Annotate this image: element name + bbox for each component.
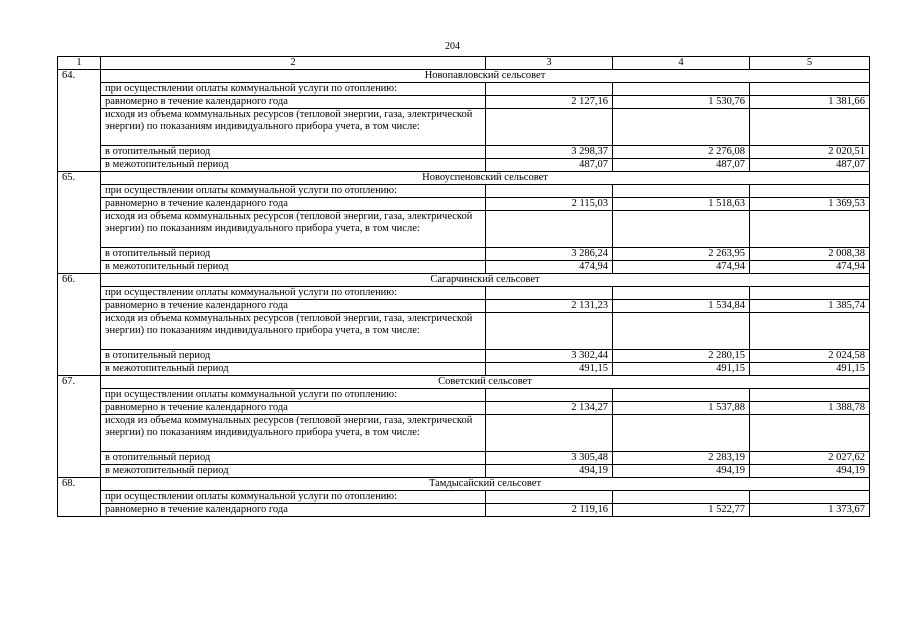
table-row xyxy=(58,363,870,376)
table-row xyxy=(58,300,870,313)
section-header-row xyxy=(58,274,870,287)
row-label: исходя из объема коммунальных ресурсов (тепловой энергии, газа, электрической энергии) по показаниям индивидуального прибора учета, в том числе: xyxy=(101,313,486,350)
value-cell-5: 494,19 xyxy=(750,465,870,478)
row-label: равномерно в течение календарного года xyxy=(101,300,486,313)
value-cell-4: 1 530,76 xyxy=(613,96,750,109)
value-cell-5: 1 381,66 xyxy=(750,96,870,109)
value-cell-4: 491,15 xyxy=(613,363,750,376)
row-label: в отопительный период xyxy=(101,452,486,465)
value-cell-5 xyxy=(750,287,870,300)
value-cell-5: 1 373,67 xyxy=(750,504,870,517)
header-cell-2: 2 xyxy=(101,57,486,70)
table-row xyxy=(58,402,870,415)
value-cell-5 xyxy=(750,211,870,248)
value-cell-5: 2 008,38 xyxy=(750,248,870,261)
value-cell-5 xyxy=(750,185,870,198)
value-cell-3: 3 305,48 xyxy=(486,452,613,465)
section-index: 68. xyxy=(58,478,101,517)
section-header-row xyxy=(58,376,870,389)
table-row xyxy=(58,146,870,159)
row-label: равномерно в течение календарного года xyxy=(101,198,486,211)
section-name: Сагарчинский сельсовет xyxy=(101,274,870,287)
value-cell-5: 1 385,74 xyxy=(750,300,870,313)
row-label: в отопительный период xyxy=(101,248,486,261)
value-cell-3: 3 302,44 xyxy=(486,350,613,363)
value-cell-4 xyxy=(613,491,750,504)
value-cell-3: 2 127,16 xyxy=(486,96,613,109)
table-row xyxy=(58,452,870,465)
value-cell-4 xyxy=(613,185,750,198)
value-cell-4: 1 522,77 xyxy=(613,504,750,517)
value-cell-5 xyxy=(750,415,870,452)
value-cell-3: 474,94 xyxy=(486,261,613,274)
value-cell-3: 491,15 xyxy=(486,363,613,376)
section-header-row xyxy=(58,478,870,491)
table-row xyxy=(58,389,870,402)
table-row xyxy=(58,83,870,96)
row-label: в межотопительный период xyxy=(101,465,486,478)
value-cell-3 xyxy=(486,415,613,452)
section-header-row xyxy=(58,172,870,185)
row-label: в отопительный период xyxy=(101,146,486,159)
value-cell-3: 2 115,03 xyxy=(486,198,613,211)
table-row xyxy=(58,350,870,363)
table-row xyxy=(58,109,870,146)
section-index: 67. xyxy=(58,376,101,478)
section-name: Тамдысайский сельсовет xyxy=(101,478,870,491)
value-cell-4 xyxy=(613,389,750,402)
table-row xyxy=(58,313,870,350)
value-cell-3 xyxy=(486,287,613,300)
value-cell-3 xyxy=(486,109,613,146)
row-label: в отопительный период xyxy=(101,350,486,363)
value-cell-3 xyxy=(486,313,613,350)
page-number: 204 xyxy=(445,41,460,52)
section-name: Новопавловский сельсовет xyxy=(101,70,870,83)
row-label: при осуществлении оплаты коммунальной услуги по отоплению: xyxy=(101,287,486,300)
section-index: 64. xyxy=(58,70,101,172)
table-row xyxy=(58,415,870,452)
value-cell-3: 487,07 xyxy=(486,159,613,172)
value-cell-4: 2 276,08 xyxy=(613,146,750,159)
value-cell-5: 487,07 xyxy=(750,159,870,172)
value-cell-3: 3 286,24 xyxy=(486,248,613,261)
value-cell-4: 494,19 xyxy=(613,465,750,478)
value-cell-3: 494,19 xyxy=(486,465,613,478)
value-cell-5: 2 027,62 xyxy=(750,452,870,465)
value-cell-4: 2 283,19 xyxy=(613,452,750,465)
value-cell-4: 1 518,63 xyxy=(613,198,750,211)
table-row xyxy=(58,465,870,478)
table-row xyxy=(58,261,870,274)
header-cell-1: 1 xyxy=(58,57,101,70)
table-row xyxy=(58,185,870,198)
row-label: при осуществлении оплаты коммунальной услуги по отоплению: xyxy=(101,389,486,402)
row-label: в межотопительный период xyxy=(101,159,486,172)
table-row xyxy=(58,211,870,248)
row-label: равномерно в течение календарного года xyxy=(101,96,486,109)
value-cell-3 xyxy=(486,491,613,504)
value-cell-5: 2 024,58 xyxy=(750,350,870,363)
table-row xyxy=(58,159,870,172)
section-name: Новоуспеновский сельсовет xyxy=(101,172,870,185)
value-cell-4 xyxy=(613,83,750,96)
header-cell-4: 4 xyxy=(613,57,750,70)
table-row xyxy=(58,248,870,261)
value-cell-5: 2 020,51 xyxy=(750,146,870,159)
table-row xyxy=(58,198,870,211)
section-index: 65. xyxy=(58,172,101,274)
value-cell-5 xyxy=(750,313,870,350)
value-cell-3 xyxy=(486,185,613,198)
value-cell-3 xyxy=(486,83,613,96)
tariff-table xyxy=(57,56,870,517)
header-cell-3: 3 xyxy=(486,57,613,70)
row-label: исходя из объема коммунальных ресурсов (тепловой энергии, газа, электрической энергии) по показаниям индивидуального прибора учета, в том числе: xyxy=(101,109,486,146)
value-cell-4: 1 537,88 xyxy=(613,402,750,415)
row-label: в межотопительный период xyxy=(101,363,486,376)
value-cell-4 xyxy=(613,287,750,300)
header-cell-5: 5 xyxy=(750,57,870,70)
value-cell-3: 3 298,37 xyxy=(486,146,613,159)
value-cell-5 xyxy=(750,389,870,402)
value-cell-3 xyxy=(486,389,613,402)
value-cell-5 xyxy=(750,491,870,504)
value-cell-5 xyxy=(750,109,870,146)
value-cell-5 xyxy=(750,83,870,96)
value-cell-4: 2 280,15 xyxy=(613,350,750,363)
row-label: при осуществлении оплаты коммунальной услуги по отоплению: xyxy=(101,491,486,504)
row-label: при осуществлении оплаты коммунальной услуги по отоплению: xyxy=(101,83,486,96)
table-row xyxy=(58,96,870,109)
section-header-row xyxy=(58,70,870,83)
header-row xyxy=(58,57,870,70)
value-cell-4 xyxy=(613,109,750,146)
value-cell-3: 2 131,23 xyxy=(486,300,613,313)
value-cell-4 xyxy=(613,211,750,248)
row-label: в межотопительный период xyxy=(101,261,486,274)
value-cell-5: 491,15 xyxy=(750,363,870,376)
value-cell-4: 1 534,84 xyxy=(613,300,750,313)
value-cell-5: 474,94 xyxy=(750,261,870,274)
row-label: при осуществлении оплаты коммунальной услуги по отоплению: xyxy=(101,185,486,198)
value-cell-3: 2 119,16 xyxy=(486,504,613,517)
table-row xyxy=(58,287,870,300)
value-cell-5: 1 388,78 xyxy=(750,402,870,415)
section-name: Советский сельсовет xyxy=(101,376,870,389)
table-row xyxy=(58,504,870,517)
table-row xyxy=(58,491,870,504)
row-label: исходя из объема коммунальных ресурсов (тепловой энергии, газа, электрической энергии) по показаниям индивидуального прибора учета, в том числе: xyxy=(101,211,486,248)
value-cell-3 xyxy=(486,211,613,248)
value-cell-3: 2 134,27 xyxy=(486,402,613,415)
row-label: равномерно в течение календарного года xyxy=(101,402,486,415)
value-cell-4 xyxy=(613,415,750,452)
value-cell-4: 474,94 xyxy=(613,261,750,274)
value-cell-4: 487,07 xyxy=(613,159,750,172)
section-index: 66. xyxy=(58,274,101,376)
value-cell-4 xyxy=(613,313,750,350)
row-label: исходя из объема коммунальных ресурсов (тепловой энергии, газа, электрической энергии) по показаниям индивидуального прибора учета, в том числе: xyxy=(101,415,486,452)
value-cell-5: 1 369,53 xyxy=(750,198,870,211)
value-cell-4: 2 263,95 xyxy=(613,248,750,261)
row-label: равномерно в течение календарного года xyxy=(101,504,486,517)
